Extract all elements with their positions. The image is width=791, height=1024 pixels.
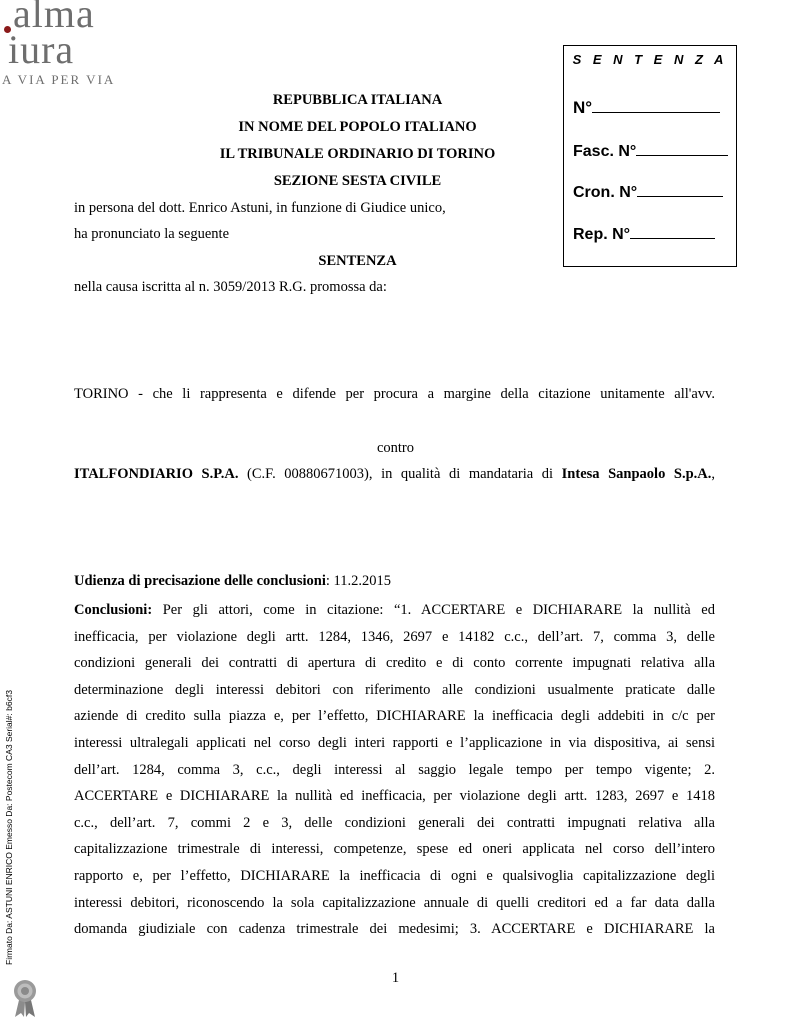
defendant-description: (C.F. 00880671003), in qualità di mandataria di xyxy=(238,466,562,482)
logo-tagline: A VIA PER VIA xyxy=(2,72,116,87)
header-tribunal: IL TRIBUNALE ORDINARIO DI TORINO xyxy=(219,146,496,162)
box-cron-row xyxy=(573,182,723,202)
hearing-date: : 11.2.2015 xyxy=(325,573,391,589)
box-fasc-row xyxy=(573,141,728,161)
conclusions-first-text: Per gli attori, come in citazione: “1. ACCERTARE e DICHIARARE la nullità ed xyxy=(152,602,715,618)
pronounced-line: ha pronunciato la seguente xyxy=(74,226,230,242)
conclusions-line: determinazione degli interessi debitori con riferimento alle condizioni usualmente praticate dalle xyxy=(74,681,715,698)
defendant-name: ITALFONDIARIO S.P.A. xyxy=(74,466,239,482)
digital-signature-note: Firmato Da: ASTUNI ENRICO Emesso Da: Postecom CA3 Serial#: b6cf3 xyxy=(4,690,14,965)
sentenza-registry-box xyxy=(563,45,737,267)
page-number: 1 xyxy=(391,970,400,986)
hearing-line xyxy=(74,573,391,590)
logo-text-alma: alma xyxy=(13,0,95,36)
conclusions-line: domanda giudiziale con cadenza trimestrale dei medesimi; 3. ACCERTARE e DICHIARARE la xyxy=(74,921,715,938)
conclusions-line: capitalizzazione trimestrale di interessi, competenze, spese ed oneri applicata nel corso dell’intero xyxy=(74,841,715,858)
logo-text-iura: iura xyxy=(8,27,75,72)
box-rep-line xyxy=(630,224,715,239)
sentenza-heading: SENTENZA xyxy=(318,253,397,269)
conclusions-line: dell’art. 1284, comma 3, c.c., degli interessi al saggio legale tempo per tempo vigente; 2. xyxy=(74,761,715,778)
conclusions-line: ACCERTARE e DICHIARARE la nullità ed inefficacia, per violazione degli artt. 1283, 2697 e 1418 xyxy=(74,788,715,805)
conclusions-line: condizioni generali dei contratti di apertura di credito e di conto corrente impugnati relativa alla xyxy=(74,655,715,672)
header-section: SEZIONE SESTA CIVILE xyxy=(273,173,442,189)
box-cron-line xyxy=(637,182,723,197)
box-cron-label: Cron. N° xyxy=(573,184,638,201)
conclusions-paragraph xyxy=(74,597,715,943)
plaintiff-representation-line: TORINO - che li rappresenta e difende per procura a margine della citazione unitamente all'avv. xyxy=(74,386,715,402)
cause-line: nella causa iscritta al n. 3059/2013 R.G. promossa da: xyxy=(74,279,387,295)
conclusions-line: inefficacia, per violazione degli artt. 1284, 1346, 2697 e 14182 c.c., dell’art. 7, comma 3, delle xyxy=(74,628,715,645)
defendant-line xyxy=(74,466,715,483)
defendant-bank: Intesa Sanpaolo S.p.A. xyxy=(561,466,712,482)
box-number-row xyxy=(573,98,720,118)
header-republic: REPUBBLICA ITALIANA xyxy=(272,92,443,108)
conclusions-line: c.c., dell’art. 7, commi 2 e 3, delle condizioni generali dei contratti impugnati relativa alla xyxy=(74,814,715,831)
defendant-end: , xyxy=(711,466,715,482)
conclusions-line: aziende di credito sulla piazza e, per l’effetto, DICHIARARE la inefficacia degli addebiti in c/c per xyxy=(74,708,715,725)
signature-seal-icon xyxy=(10,978,40,1018)
header-people: IN NOME DEL POPOLO ITALIANO xyxy=(238,119,477,135)
conclusions-line: interessi debitori, riconoscendo la sola capitalizzazione annuale di quelli creditori ed a far data dalla xyxy=(74,894,715,911)
box-fasc-line xyxy=(636,141,728,156)
conclusions-line xyxy=(74,597,715,624)
conclusions-line: interessi ultralegali applicati nel corso degli interi rapporti e l’applicazione in via dispositiva, ai sensi xyxy=(74,734,715,751)
conclusions-label: Conclusioni: xyxy=(74,602,153,618)
box-rep-row xyxy=(573,224,715,244)
box-fasc-label: Fasc. N° xyxy=(573,143,637,160)
contro-label: contro xyxy=(376,440,415,456)
conclusions-line: rapporto e, per l’effetto, DICHIARARE la inefficacia di ogni e qualsivoglia capitalizzazione degli xyxy=(74,867,715,884)
box-number-label: N° xyxy=(573,98,593,117)
hearing-label: Udienza di precisazione delle conclusioni xyxy=(74,573,326,589)
box-title: S E N T E N Z A xyxy=(572,52,728,67)
alma-iura-logo xyxy=(0,0,160,90)
box-rep-label: Rep. N° xyxy=(573,226,631,243)
box-number-line xyxy=(592,98,720,113)
judge-line: in persona del dott. Enrico Astuni, in funzione di Giudice unico, xyxy=(74,200,446,216)
